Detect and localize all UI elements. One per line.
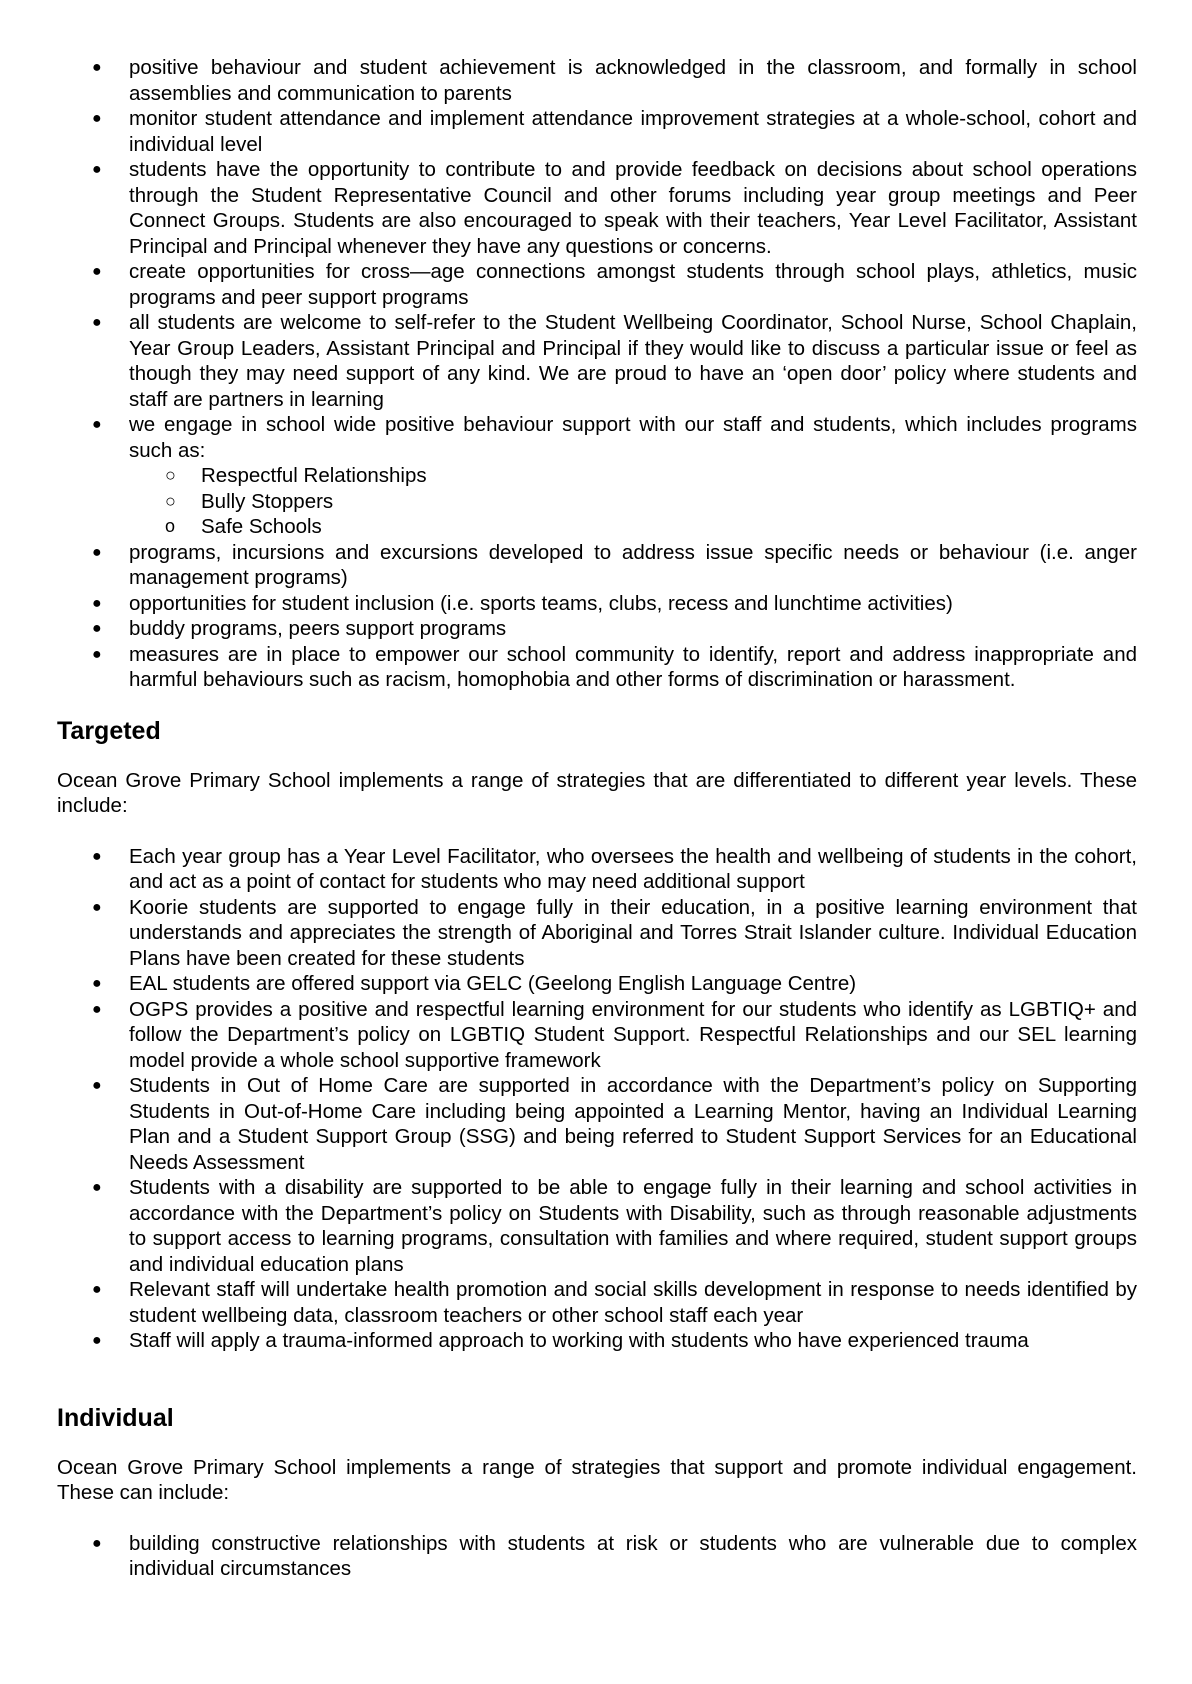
bullet-icon: ● [92, 645, 102, 663]
bullet-icon: ● [92, 1179, 102, 1196]
list-item: ● positive behaviour and student achievement is acknowledged in the classroom, and formally in school assemblies and communication to parents [92, 56, 1137, 105]
bullet-icon: ● [92, 847, 102, 865]
bullet-icon: ● [92, 1000, 102, 1018]
bullet-icon: ● [92, 543, 102, 561]
circle-bullet-icon: ○ [165, 490, 176, 511]
list-item: ● students have the opportunity to contribute to and provide feedback on decisions about school operations through the Student Representative Council and other forums including year group meetings and Peer Connect Groups. Students are also encouraged to speak with their teachers, Year Level Facilitator, Assistant Principal and Principal whenever they have any questions or concerns. [92, 158, 1137, 258]
letter-o-bullet-icon: o [165, 516, 176, 536]
sublist-item: ○ Bully Stoppers [165, 489, 334, 513]
list-item: ● we engage in school wide positive behaviour support with our staff and students, which includes programs such as: ○ Respectful Relationships ○ Bully Stoppers o Safe Schools [92, 413, 1137, 538]
list-item: ● EAL students are offered support via GELC (Geelong English Language Centre) [92, 972, 857, 995]
bullet-icon: ● [92, 620, 102, 637]
bullet-icon: ● [92, 594, 102, 612]
individual-intro-paragraph: Ocean Grove Primary School implements a range of strategies that support and promote individual engagement. These can include: [57, 1455, 1137, 1504]
list-item: ● OGPS provides a positive and respectful learning environment for our students who identify as LGBTIQ+ and follow the Department’s policy on LGBTIQ Student Support. Respectful Relationships and our SEL learning model provide a whole school supportive framework [92, 997, 1137, 1072]
bullet-icon: ● [92, 975, 102, 992]
list-item: ● Students with a disability are supported to be able to engage fully in their learning and school activities in accordance with the Department’s policy on Students with Disability, such as through reasonable adjustments to support access to learning programs, consultation with families and where required, student support groups and individual education plans [92, 1176, 1137, 1276]
bullet-icon: ● [92, 263, 102, 280]
bullet-icon: ● [92, 1534, 102, 1552]
list-item: ● create opportunities for cross—age connections amongst students through school plays, athletics, music programs and peer support programs [92, 260, 1137, 309]
document-page [57, 55, 1137, 1582]
list-item: ● building constructive relationships with students at risk or students who are vulnerable due to complex individual circumstances [92, 1531, 1137, 1580]
universal-strategies-list [57, 55, 1137, 693]
bullet-icon: ● [92, 898, 102, 916]
bullet-icon: ● [92, 1077, 102, 1094]
section-heading-targeted: Targeted [57, 716, 161, 745]
bullet-icon: ● [92, 314, 102, 331]
targeted-strategies-list [57, 844, 1137, 1354]
bullet-icon: ● [92, 110, 102, 127]
list-item: ● monitor student attendance and implement attendance improvement strategies at a whole-school, cohort and individual level [92, 107, 1137, 156]
list-item: ● Students in Out of Home Care are supported in accordance with the Department’s policy on Supporting Students in Out-of-Home Care including being appointed a Learning Mentor, having an Individual Learning Plan and a Student Support Group (SSG) and being referred to Student Support Services for an Educational Needs Assessment [92, 1074, 1137, 1174]
list-item: ● buddy programs, peers support programs [92, 617, 507, 640]
bullet-icon: ● [92, 1281, 102, 1298]
bullet-icon: ● [92, 1332, 102, 1349]
sublist-item: ○ Respectful Relationships [165, 464, 427, 487]
circle-bullet-icon: ○ [165, 465, 176, 485]
list-item: ● measures are in place to empower our school community to identify, report and address inappropriate and harmful behaviours such as racism, homophobia and other forms of discrimination or harassment. [92, 642, 1137, 691]
list-item: ● opportunities for student inclusion (i.e. sports teams, clubs, recess and lunchtime activities) [92, 591, 953, 615]
bullet-icon: ● [92, 59, 102, 76]
list-item: ● Relevant staff will undertake health promotion and social skills development in response to needs identified by student wellbeing data, classroom teachers or other school staff each year [92, 1278, 1137, 1327]
list-item: ● Staff will apply a trauma-informed approach to working with students who have experienced trauma [92, 1329, 1029, 1352]
list-item: ● Each year group has a Year Level Facilitator, who oversees the health and wellbeing of students in the cohort, and act as a point of contact for students who may need additional support [92, 844, 1137, 893]
list-item: ● Koorie students are supported to engage fully in their education, in a positive learning environment that understands and appreciates the strength of Aboriginal and Torres Strait Islander culture. Individual Education Plans have been created for these students [92, 895, 1137, 970]
targeted-intro-paragraph: Ocean Grove Primary School implements a range of strategies that are differentiated to different year levels. These include: [57, 768, 1137, 817]
list-item: ● all students are welcome to self-refer to the Student Wellbeing Coordinator, School Nurse, School Chaplain, Year Group Leaders, Assistant Principal and Principal if they would like to discuss a particular issue or feel as though they may need support of any kind. We are proud to have an ‘open door’ policy where students and staff are partners in learning [92, 311, 1137, 411]
individual-strategies-list [57, 1531, 1137, 1582]
sublist-item: o Safe Schools [165, 515, 322, 538]
list-item: ● programs, incursions and excursions developed to address issue specific needs or behaviour (i.e. anger management programs) [92, 540, 1137, 589]
section-heading-individual: Individual [57, 1403, 174, 1432]
bullet-icon: ● [92, 161, 102, 178]
programs-sublist [129, 463, 1137, 540]
bullet-icon: ● [92, 416, 102, 433]
